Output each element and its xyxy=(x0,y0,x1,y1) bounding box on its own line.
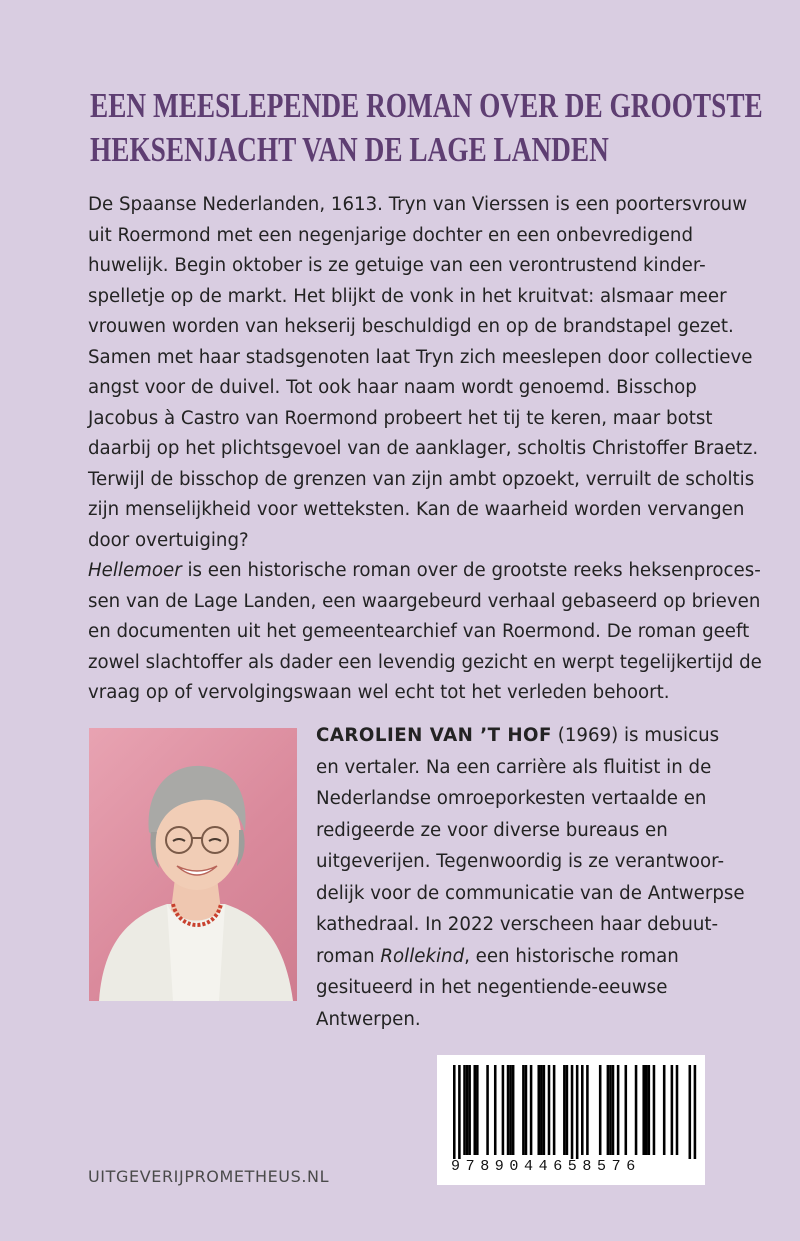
blurb-paragraph-2: Hellemoer is een historische roman over de grootste reeks heksenproces- sen van de Lage Landen, een waargebeurd verhaal gebaseerd op brieven en documenten uit het gemeentearchief van Roermond. De roman geeft zowel slachtoffer als dader een levendig gezicht en werpt tegelijkertijd de vraag op of vervolgingswaan wel echt tot het verleden behoort. xyxy=(88,560,762,703)
barcode-bar xyxy=(540,1065,543,1155)
barcode xyxy=(437,1055,705,1185)
blurb-paragraph-1: De Spaanse Nederlanden, 1613. Tryn van Vierssen is een poortersvrouw uit Roermond met een negenjarige dochter en een onbevredigend huwelijk. Begin oktober is ze getuige van een verontrustend kinder- spelletje op de markt. Het blijkt de vonk in het kruitvat: alsmaar meer vrouwen worden van hekserij beschuldigd en op de brandstapel gezet. Samen met haar stadsgenoten laat Tryn zich meeslepen door collectieve angst voor de duivel. Tot ook haar naam wordt genoemd. Bisschop Jacobus à Castro van Roermond probeert het tij te keren, maar botst daarbij op het plichtsgevoel van de aanklager, scholtis Christoffer Braetz. Terwijl de bisschop de grenzen van zijn ambt opzoekt, verruilt de scholtis zijn menselijkheid voor wetteksten. Kan de waarheid worden vervangen door overtuiging? xyxy=(88,194,759,551)
headline-line-1: EEN MEESLEPENDE ROMAN OVER DE GROOTSTE xyxy=(90,86,763,125)
barcode-bar xyxy=(507,1065,510,1155)
barcode-bar xyxy=(466,1065,469,1155)
barcode-bar xyxy=(671,1065,674,1155)
barcode-bar xyxy=(599,1065,602,1155)
barcode-bar xyxy=(663,1065,666,1155)
barcode-bar xyxy=(512,1065,515,1155)
barcode-bar xyxy=(553,1065,556,1155)
author-bio: CAROLIEN VAN ’T HOF (1969) is musicus en vertaler. Na een carrière als fluitist in de Nederlandse omroeporkesten vertaalde en redigeerde ze voor diverse bureaus en uitgeverijen. Tegenwoordig is ze verantwoor- delijk voor de communicatie van de Antwerpse kathedraal. In 2022 verscheen haar debuut- roman Rollekind, een historische roman gesitueerd in het negentiende-eeuwse Antwerpen. xyxy=(316,725,745,1030)
barcode-bar xyxy=(645,1065,648,1155)
barcode-bar xyxy=(453,1065,456,1159)
barcode-bar xyxy=(676,1065,679,1155)
barcode-bar xyxy=(581,1065,584,1155)
barcode-bar xyxy=(468,1065,471,1155)
barcode-bar xyxy=(566,1065,569,1155)
barcode-bar xyxy=(694,1065,697,1159)
barcode-bar xyxy=(494,1065,497,1155)
book-title: Hellemoer xyxy=(88,560,182,581)
barcode-bar xyxy=(458,1065,461,1159)
barcode-bar xyxy=(571,1065,574,1159)
barcode-bar xyxy=(563,1065,566,1155)
barcode-bar xyxy=(502,1065,505,1155)
barcode-bar xyxy=(607,1065,610,1155)
barcode-bar xyxy=(473,1065,476,1155)
barcode-bar xyxy=(609,1065,612,1155)
barcode-bar xyxy=(548,1065,551,1155)
publisher-website: UITGEVERIJPROMETHEUS.NL xyxy=(88,1167,330,1186)
author-portrait-illustration xyxy=(89,728,297,1001)
author-photo xyxy=(89,728,297,1001)
barcode-bar xyxy=(625,1065,628,1155)
headline xyxy=(90,84,763,172)
barcode-bar xyxy=(648,1065,651,1155)
barcode-bar xyxy=(530,1065,533,1155)
barcode-bar xyxy=(642,1065,645,1155)
barcode-bar xyxy=(522,1065,525,1155)
barcode-bar xyxy=(576,1065,579,1159)
barcode-bar xyxy=(689,1065,692,1159)
author-name: CAROLIEN VAN ’T HOF xyxy=(316,725,552,746)
barcode-bar xyxy=(486,1065,489,1155)
barcode-bar xyxy=(509,1065,512,1155)
isbn-digits: 9789044658576 xyxy=(451,1158,641,1175)
barcode-bar xyxy=(476,1065,479,1155)
barcode-bar xyxy=(543,1065,546,1155)
barcode-bar xyxy=(612,1065,615,1155)
barcode-bar xyxy=(653,1065,656,1155)
headline-line-2: HEKSENJACHT VAN DE LAGE LANDEN xyxy=(90,130,609,169)
barcode-bar xyxy=(617,1065,620,1155)
barcode-bar xyxy=(525,1065,528,1155)
barcode-bar xyxy=(635,1065,638,1155)
barcode-bar xyxy=(586,1065,589,1155)
barcode-bar xyxy=(537,1065,540,1155)
blurb xyxy=(88,190,762,709)
debut-title: Rollekind xyxy=(380,945,465,967)
barcode-bar xyxy=(463,1065,466,1155)
barcode-bars xyxy=(437,1055,705,1159)
